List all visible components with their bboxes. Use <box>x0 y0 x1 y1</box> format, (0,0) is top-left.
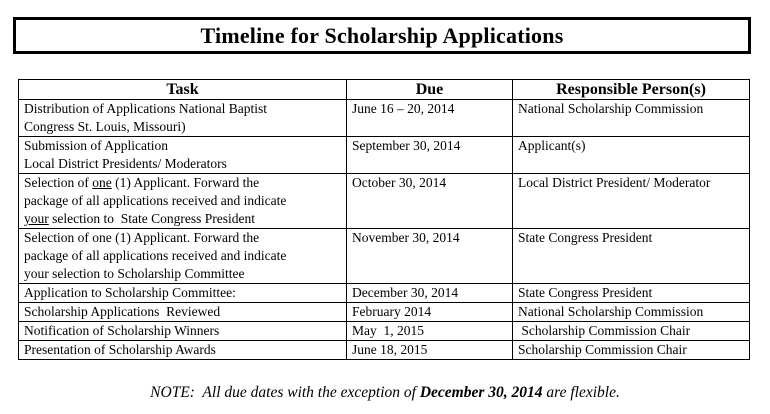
task-cell <box>19 137 347 174</box>
header-row <box>19 80 750 100</box>
table-row <box>19 174 750 229</box>
due-cell: September 30, 2014 <box>347 137 513 174</box>
header-task: Task <box>19 80 347 100</box>
header-due: Due <box>347 80 513 100</box>
footnote <box>0 384 770 402</box>
responsible-cell: State Congress President <box>513 284 750 303</box>
table-row <box>19 100 750 137</box>
header-responsible: Responsible Person(s) <box>513 80 750 100</box>
responsible-cell: State Congress President <box>513 229 750 284</box>
table-row <box>19 284 750 303</box>
due-cell: May 1, 2015 <box>347 322 513 341</box>
task-line: Local District Presidents/ Moderators <box>24 156 227 171</box>
task-line <box>24 210 341 228</box>
document-title: Timeline for Scholarship Applications <box>200 22 564 48</box>
task-text: Selection of <box>24 175 93 190</box>
due-cell: October 30, 2014 <box>347 174 513 229</box>
task-cell: Application to Scholarship Committee: <box>19 284 347 303</box>
table-row <box>19 303 750 322</box>
table-row <box>19 137 750 174</box>
timeline-table <box>18 79 750 360</box>
note-emphasis: December 30, 2014 <box>419 384 543 401</box>
underlined-word: one <box>92 175 112 190</box>
task-line <box>24 174 341 192</box>
task-text: selection to State Congress President <box>48 211 255 226</box>
task-line: package of all applications received and indicate <box>24 193 287 208</box>
task-line: Distribution of Applications National Baptist <box>24 101 267 116</box>
underlined-word: your <box>24 211 49 226</box>
table-row <box>19 322 750 341</box>
table-row <box>19 229 750 284</box>
due-cell: June 16 – 20, 2014 <box>347 100 513 137</box>
note-suffix: are flexible. <box>542 384 620 401</box>
due-cell: December 30, 2014 <box>347 284 513 303</box>
task-cell <box>19 174 347 229</box>
responsible-cell: National Scholarship Commission <box>513 303 750 322</box>
responsible-cell: Scholarship Commission Chair <box>513 322 750 341</box>
task-cell: Scholarship Applications Reviewed <box>19 303 347 322</box>
table-row <box>19 341 750 360</box>
task-text: (1) Applicant. Forward the <box>111 175 260 190</box>
responsible-cell: Scholarship Commission Chair <box>513 341 750 360</box>
task-line: your selection to Scholarship Committee <box>24 266 245 281</box>
due-cell: June 18, 2015 <box>347 341 513 360</box>
task-line: Selection of one (1) Applicant. Forward the <box>24 230 260 245</box>
task-cell: Notification of Scholarship Winners <box>19 322 347 341</box>
due-cell: February 2014 <box>347 303 513 322</box>
responsible-cell: National Scholarship Commission <box>513 100 750 137</box>
task-line: Submission of Application <box>24 138 169 153</box>
responsible-cell: Local District President/ Moderator <box>513 174 750 229</box>
task-line: package of all applications received and indicate <box>24 248 287 263</box>
task-cell <box>19 229 347 284</box>
task-cell: Presentation of Scholarship Awards <box>19 341 347 360</box>
task-cell <box>19 100 347 137</box>
responsible-cell: Applicant(s) <box>513 137 750 174</box>
task-line: Congress St. Louis, Missouri) <box>24 119 186 134</box>
title-box <box>13 17 751 54</box>
note-prefix: NOTE: All due dates with the exception of <box>150 384 420 401</box>
due-cell: November 30, 2014 <box>347 229 513 284</box>
